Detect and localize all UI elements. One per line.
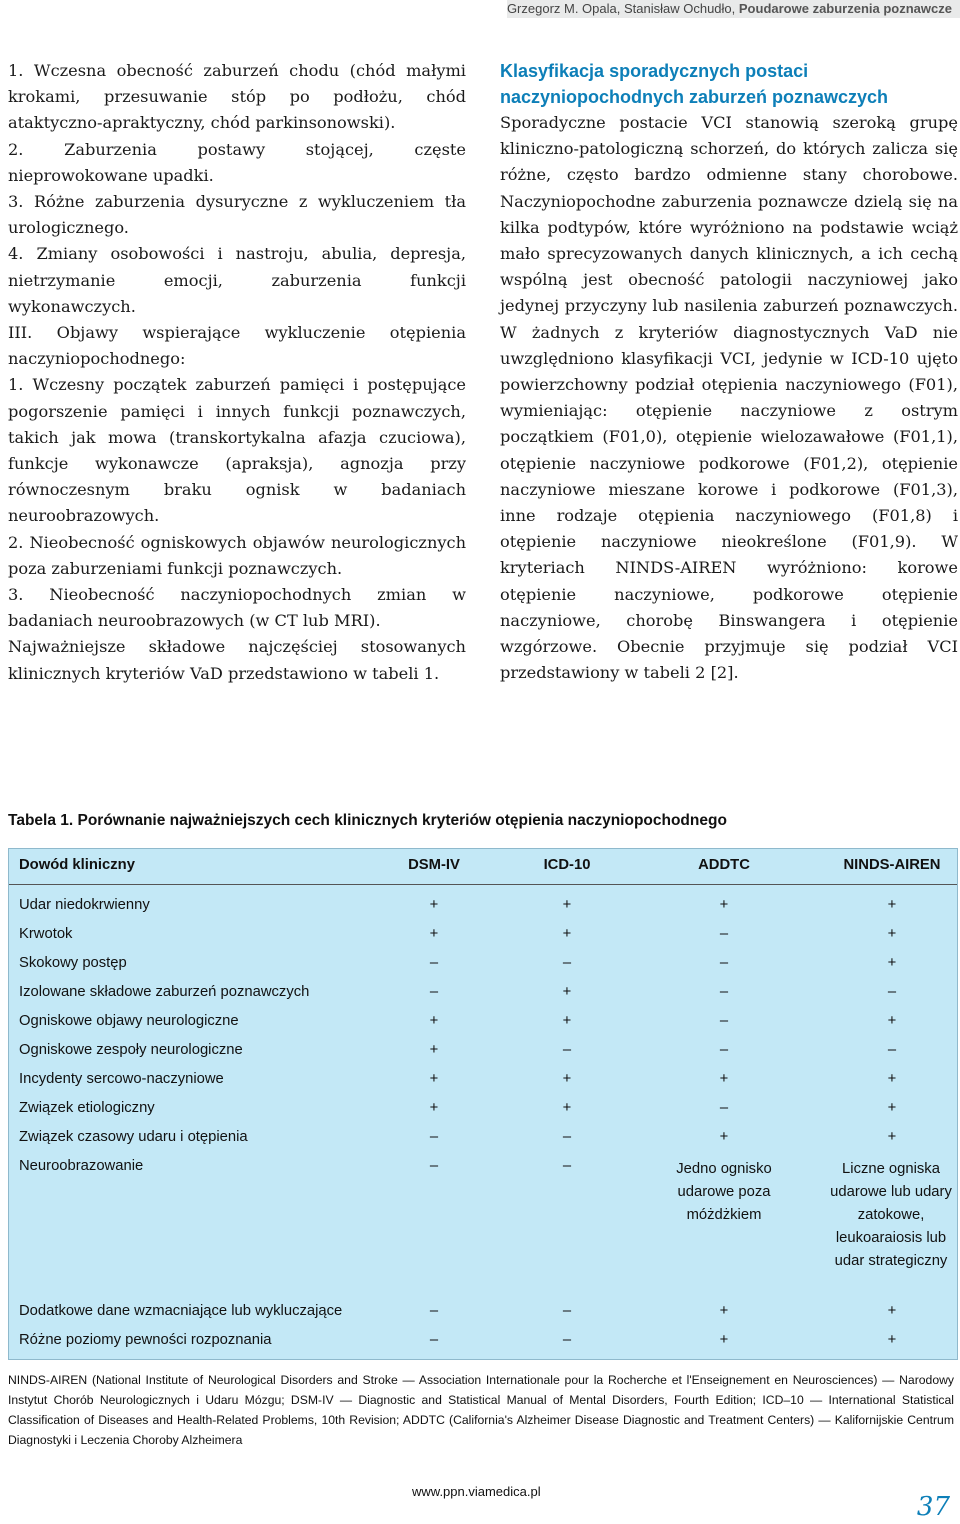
- table-cell: +: [887, 1100, 897, 1116]
- table-cell: +: [562, 926, 572, 942]
- table-cell: +: [429, 1071, 439, 1087]
- table-cell: +: [887, 1013, 897, 1029]
- list-item: 2. Zaburzenia postawy stojącej, częste nieprowokowane upadki.: [8, 139, 466, 185]
- table-header: [9, 849, 957, 885]
- left-column: [8, 58, 466, 687]
- table-cell: Ogniskowe objawy neurologiczne: [19, 1013, 239, 1029]
- table-cell: +: [562, 1071, 572, 1087]
- header-title: Poudarowe zaburzenia poznawcze: [738, 1, 952, 16]
- table-cell: +: [887, 955, 897, 971]
- table-cell: +: [719, 897, 729, 913]
- list-item: 4. Zmiany osobowości i nastroju, abulia, depresja, nietrzymanie emocji, zaburzenia funkcji wykonawczych.: [8, 244, 466, 316]
- table-row: [9, 926, 957, 955]
- table-cell: +: [719, 1129, 729, 1145]
- table-cell: Związek czasowy udaru i otępienia: [19, 1129, 248, 1145]
- table-cell: +: [719, 1071, 729, 1087]
- table-cell: –: [429, 955, 439, 971]
- table-cell: +: [887, 1332, 897, 1348]
- table-row: [9, 1129, 957, 1158]
- paragraph: Sporadyczne postacie VCI stanowią szeroką grupę kliniczno-patologiczną schorzeń, do których zalicza się różne, często bardzo odmienne stany chorobowe. Naczyniopochodne zaburzenia poznawcze dzielą się na kilka podtypów, które wyróżniono na podstawie wciąż mało sprecyzowanych danych klinicznych, a ich cechą wspólną jest obecność patologii naczyniowej jako jedynej przyczyny lub nasilenia zaburzeń poznawczych. W żadnych z kryteriów diagnostycznych VaD nie uwzględniono klasyfikacji VCI, jedynie w ICD-10 ujęto powierzchowny podział otępienia naczyniowego (F01), wymieniając: otępienie naczyniowe z ostrym początkiem (F01,0), otępienie wielozawałowe (F01,1), otępienie naczyniowe podkorowe (F01,2), otępienie naczyniowe mieszane korowe i podkorowe (F01,3), inne rodzaje otępienia naczyniowego (F01,8) i otępienie naczyniowe nieokreślone (F01,9). W kryteriach NINDS-AIREN wyróżniono: korowe otępienie naczyniowe, podkorowe otępienie naczyniowe, chorobę Binswangera i otępienie wzgórzowe. Obecnie przyjmuje się podział VCI przedstawiony w tabeli 2 [2].: [500, 113, 958, 683]
- table-cell: +: [887, 897, 897, 913]
- table-cell: –: [562, 955, 572, 971]
- table-cell: –: [719, 984, 729, 1000]
- table-cell: Izolowane składowe zaburzeń poznawczych: [19, 984, 310, 1000]
- list-item: 2. Nieobecność ogniskowych objawów neurologicznych poza zaburzeniami funkcji poznawczych.: [8, 532, 466, 578]
- table-cell: Udar niedokrwienny: [19, 897, 150, 913]
- table-cell: Neuroobrazowanie: [19, 1158, 144, 1174]
- table-row: [9, 955, 957, 984]
- section-label: III. Objawy wspierające wykluczenie otępienia naczyniopochodnego:: [8, 323, 466, 369]
- table-row: [9, 984, 957, 1013]
- paragraph: Najważniejsze składowe najczęściej stosowanych klinicznych kryteriów VaD przedstawiono w tabeli 1.: [8, 637, 466, 683]
- list-item: 1. Wczesny początek zaburzeń pamięci i postępujące pogorszenie pamięci i innych funkcji poznawczych, takich jak mowa (transkortykalna afazja czuciowa), funkcje wykonawcze (apraksja), agnozja przy równoczesnym braku ognisk w badaniach neuroobrazowych.: [8, 375, 466, 526]
- table-row: [9, 1332, 957, 1361]
- footer-url: www.ppn.viamedica.pl: [412, 1484, 541, 1499]
- table-cell: –: [562, 1332, 572, 1348]
- table-cell: –: [719, 926, 729, 942]
- table-cell: –: [562, 1042, 572, 1058]
- table-cell: –: [429, 1158, 439, 1174]
- table-cell: +: [429, 1100, 439, 1116]
- page-number: 37: [916, 1492, 950, 1522]
- table-cell: Różne poziomy pewności rozpoznania: [19, 1332, 272, 1348]
- table-cell: Krwotok: [19, 926, 73, 942]
- table-row: [9, 1158, 957, 1298]
- table-header-cell: Dowód kliniczny: [19, 857, 135, 873]
- table-cell: Dodatkowe dane wzmacniające lub wykluczające: [19, 1303, 343, 1319]
- table-cell: +: [887, 1071, 897, 1087]
- table-cell: –: [562, 1158, 572, 1174]
- table-cell: +: [429, 1042, 439, 1058]
- table-row: [9, 1071, 957, 1100]
- table-header-cell: ADDTC: [698, 857, 750, 873]
- table-footnote: NINDS-AIREN (National Institute of Neurological Disorders and Stroke — Association Internationale pour la Rocherche et l'Enseignement en Neurosciences) — Narodowy Instytut Chorób Neurologicznych i Udaru Mózgu; DSM-IV — Diagnostic and Statistical Manual of Mental Disorders, Fourth Edition; ICD–10 — International Statistical Classification of Diseases and Health-Related Problems, 10th Revision; ADDTC (California's Alzheimer Disease Diagnostic and Treatment Centers) — Kalifornijskie Centrum Diagnostyki i Leczenia Choroby Alzheimera: [8, 1373, 954, 1447]
- table-cell: –: [719, 955, 729, 971]
- table-cell: Skokowy postęp: [19, 955, 127, 971]
- table-cell: +: [429, 926, 439, 942]
- right-column: [500, 58, 958, 686]
- table-cell: Związek etiologiczny: [19, 1100, 155, 1116]
- table-row: [9, 897, 957, 926]
- table-header-cell: DSM-IV: [408, 857, 460, 873]
- table-cell: +: [719, 1332, 729, 1348]
- table-caption: Tabela 1. Porównanie najważniejszych cech klinicznych kryteriów otępienia naczyniopochodnego: [8, 812, 727, 829]
- table-cell: –: [887, 984, 897, 1000]
- list-item: 1. Wczesna obecność zaburzeń chodu (chód małymi krokami, przesuwanie stóp po podłożu, chód ataktyczno-apraktyczny, chód parkinsonowski).: [8, 61, 466, 133]
- section-heading: Klasyfikacja sporadycznych postaci naczyniopochodnych zaburzeń poznawczych: [500, 61, 889, 107]
- table-cell: Liczne ogniska udarowe lub udary zatokowe, leukoaraiosis lub udar strategiczny: [830, 1161, 952, 1269]
- table-cell: +: [562, 1013, 572, 1029]
- table-cell: –: [429, 984, 439, 1000]
- table-cell: +: [429, 897, 439, 913]
- table-cell: +: [887, 1303, 897, 1319]
- table-cell: –: [719, 1013, 729, 1029]
- table-cell: Jedno ognisko udarowe poza móżdżkiem: [676, 1161, 772, 1223]
- table-cell: +: [562, 1100, 572, 1116]
- table-row: [9, 1100, 957, 1129]
- table-cell: –: [429, 1332, 439, 1348]
- table-cell: –: [719, 1100, 729, 1116]
- table-cell: +: [719, 1303, 729, 1319]
- table-cell: –: [562, 1129, 572, 1145]
- table-cell: +: [429, 1013, 439, 1029]
- table-cell: –: [719, 1042, 729, 1058]
- table-row: [9, 1042, 957, 1071]
- header-authors: Grzegorz M. Opala, Stanisław Ochudło,: [506, 1, 736, 16]
- table-row: [9, 1013, 957, 1042]
- table-cell: –: [562, 1303, 572, 1319]
- table-cell: +: [562, 897, 572, 913]
- table-cell: +: [887, 926, 897, 942]
- table-cell: –: [429, 1303, 439, 1319]
- table-header-cell: ICD-10: [543, 857, 591, 873]
- list-item: 3. Różne zaburzenia dysuryczne z wykluczeniem tła urologicznego.: [8, 192, 466, 238]
- comparison-table: [8, 848, 958, 1360]
- table-cell: +: [887, 1129, 897, 1145]
- table-cell: –: [887, 1042, 897, 1058]
- running-header: [507, 0, 960, 18]
- table-row: [9, 1303, 957, 1332]
- table-cell: –: [429, 1129, 439, 1145]
- table-cell: Incydenty sercowo-naczyniowe: [19, 1071, 224, 1087]
- table-header-cell: NINDS-AIREN: [843, 857, 941, 873]
- table-cell: +: [562, 984, 572, 1000]
- list-item: 3. Nieobecność naczyniopochodnych zmian w badaniach neuroobrazowych (w CT lub MRI).: [8, 585, 466, 631]
- table-cell: Ogniskowe zespoły neurologiczne: [19, 1042, 243, 1058]
